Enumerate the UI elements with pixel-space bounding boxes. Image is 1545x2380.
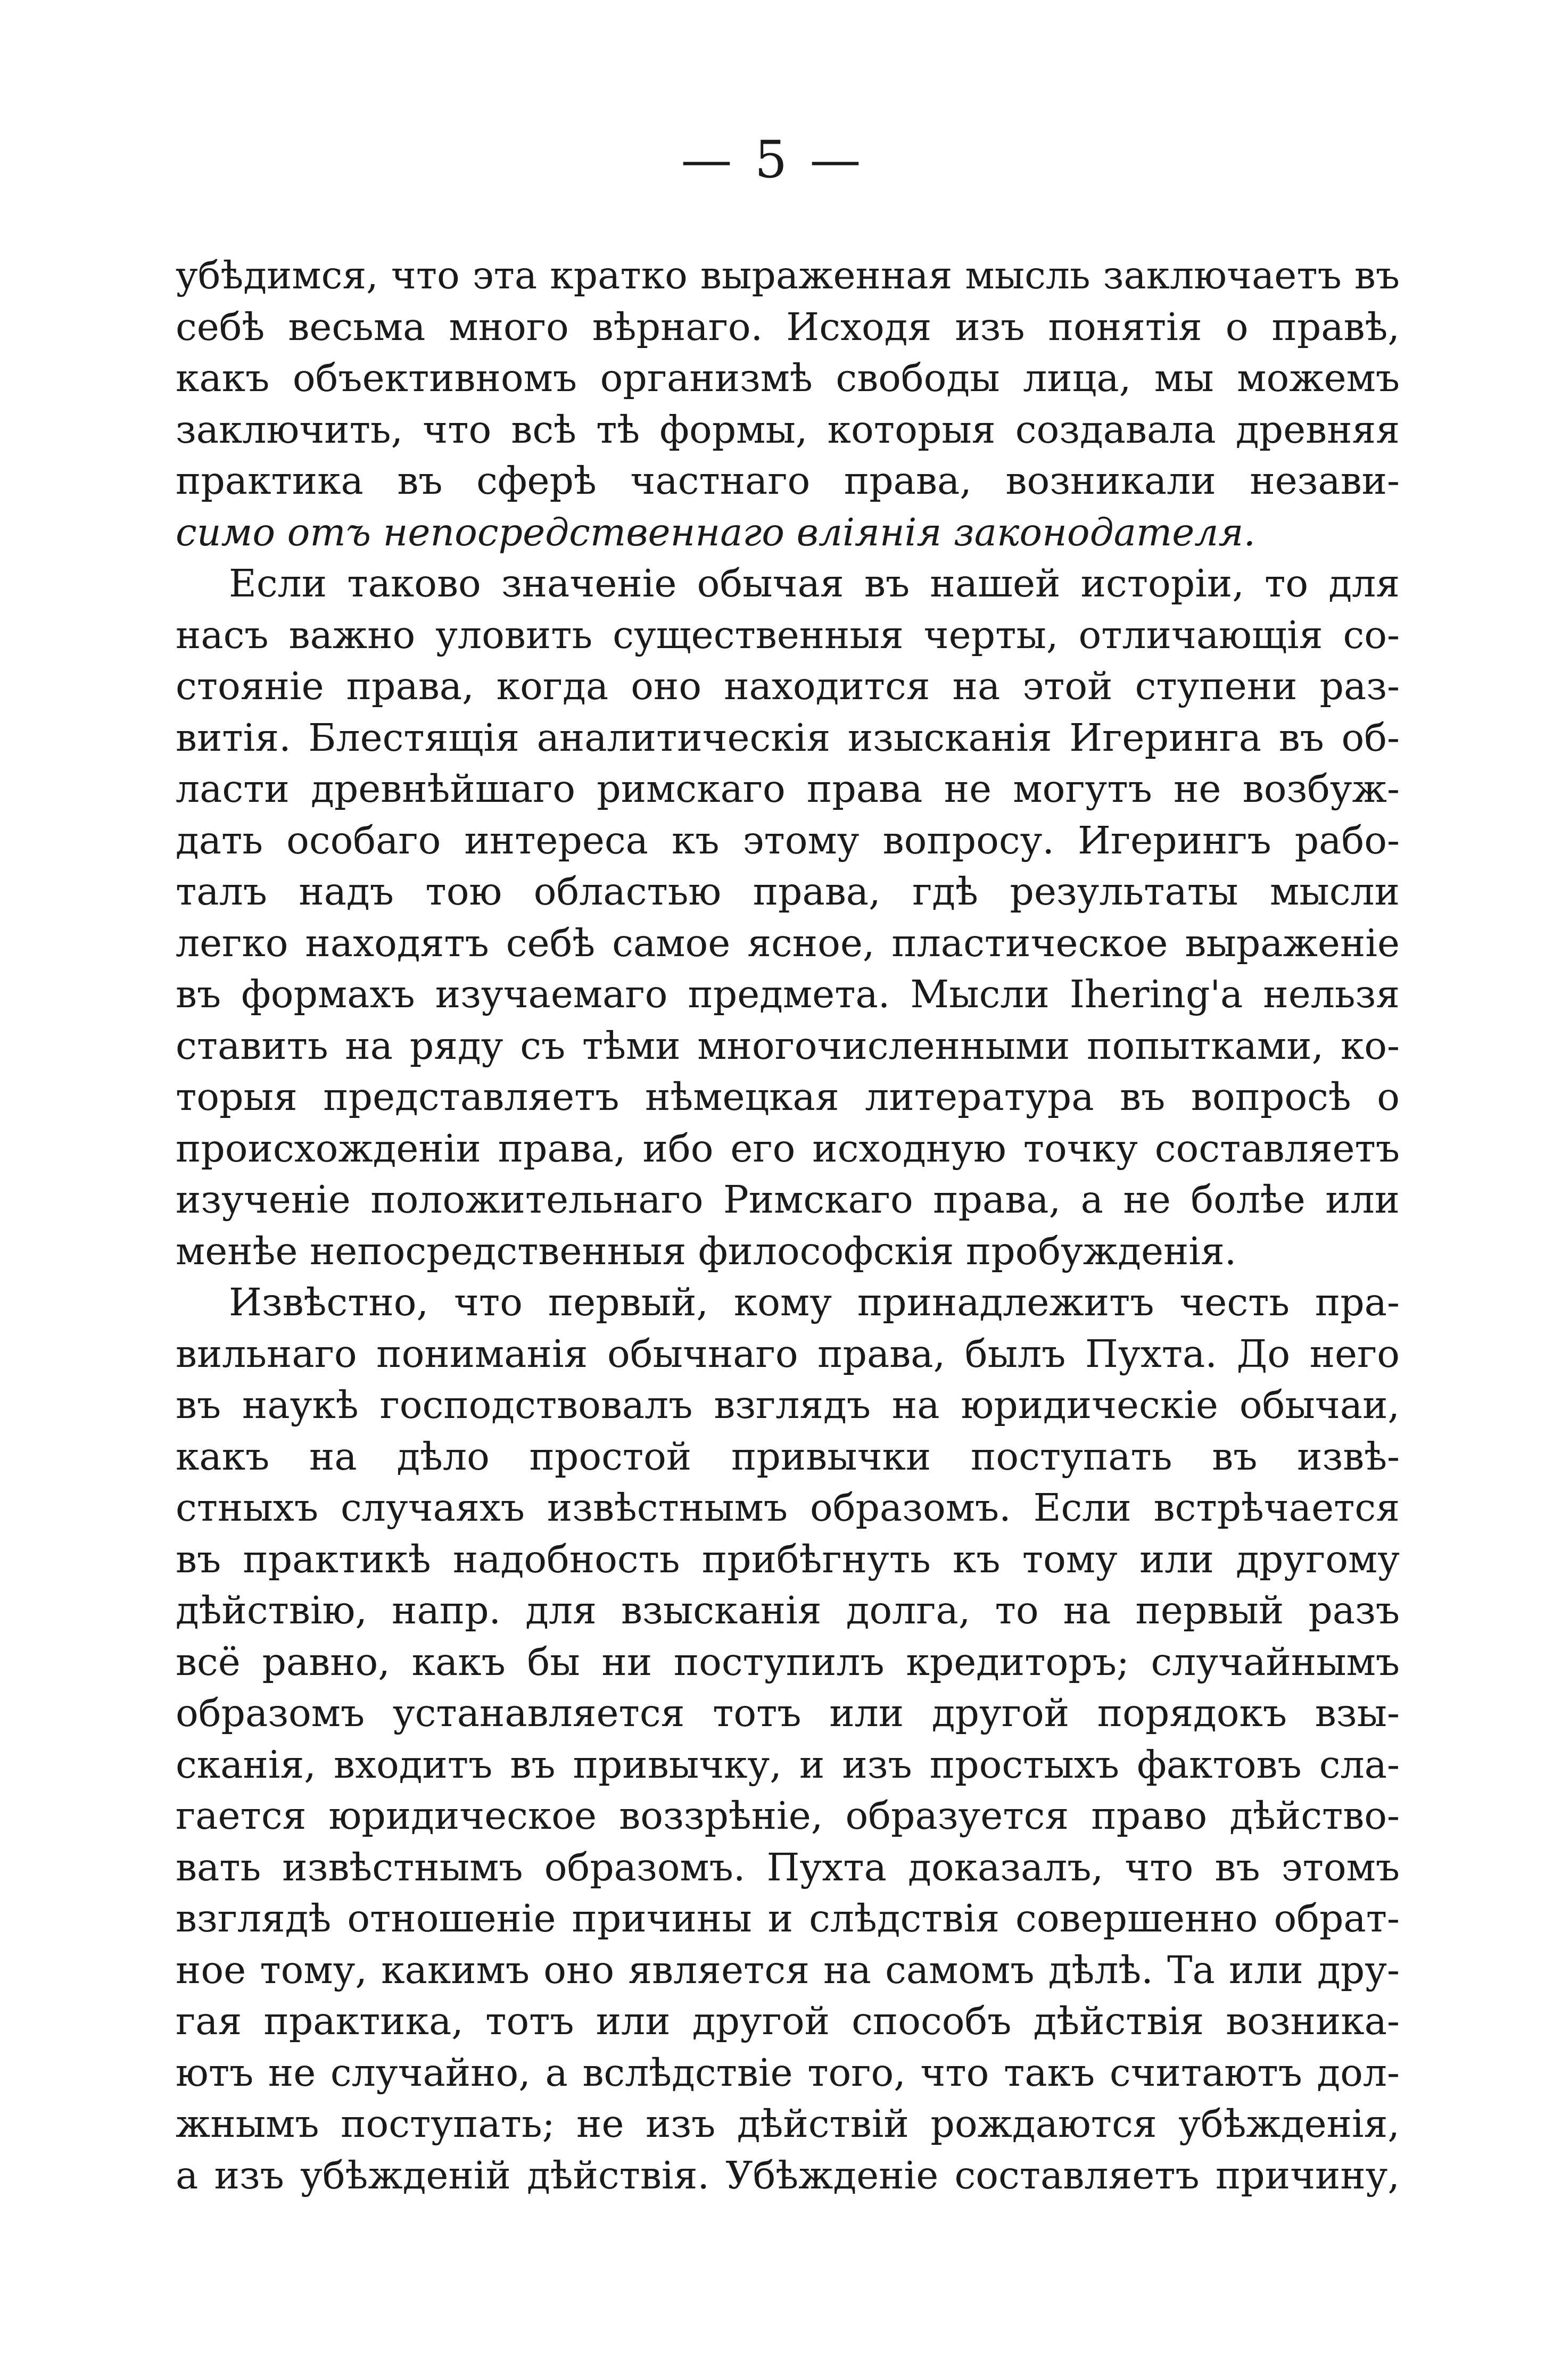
text-line: Если таково значеніе обычая въ нашей исторіи, то для bbox=[229, 561, 1400, 606]
text-line: всё равно, какъ бы ни поступилъ кредиторъ; случайнымъ bbox=[176, 1639, 1400, 1684]
text-line: заключить, что всѣ тѣ формы, которыя создавала древняя bbox=[176, 407, 1400, 452]
text-line: дѣйствію, напр. для взысканія долга, то на первый разъ bbox=[176, 1588, 1400, 1632]
text-line: ное тому, какимъ оно является на самомъ дѣлѣ. Та или дру- bbox=[176, 1947, 1400, 1992]
text-line: стояніе права, когда оно находится на этой ступени раз- bbox=[176, 664, 1400, 708]
text-line: ставить на ряду съ тѣми многочисленными попытками, ко- bbox=[176, 1023, 1400, 1068]
text-line: гается юридическое воззрѣніе, образуется право дѣйство- bbox=[176, 1794, 1400, 1838]
text-line: какъ объективномъ организмѣ свободы лица, мы можемъ bbox=[176, 356, 1400, 400]
text-line: симо отъ непосредственнаго вліянія законодателя. bbox=[176, 510, 1256, 554]
text-line: убѣдимся, что эта кратко выраженная мысль заключаетъ въ bbox=[176, 253, 1400, 297]
text-line: Извѣстно, что первый, кому принадлежитъ честь пра- bbox=[229, 1280, 1400, 1324]
body-text bbox=[176, 250, 1400, 2201]
paragraph bbox=[176, 250, 1400, 558]
text-line: талъ надъ тою областью права, гдѣ результаты мысли bbox=[176, 869, 1400, 914]
text-line: какъ на дѣло простой привычки поступать въ извѣ- bbox=[176, 1434, 1400, 1479]
text-line: въ формахъ изучаемаго предмета. Мысли Ihering'а нельзя bbox=[176, 972, 1400, 1016]
text-line: въ наукѣ господствовалъ взглядъ на юридическіе обычаи, bbox=[176, 1383, 1400, 1427]
text-line: стныхъ случаяхъ извѣстнымъ образомъ. Если встрѣчается bbox=[176, 1486, 1400, 1530]
text-line: происхожденіи права, ибо его исходную точку составляетъ bbox=[176, 1126, 1400, 1171]
page-number: — 5 — bbox=[681, 130, 864, 189]
text-line: витія. Блестящія аналитическія изысканія Игеринга въ об- bbox=[176, 715, 1400, 760]
text-line: себѣ весьма много вѣрнаго. Исходя изъ понятія о правѣ, bbox=[176, 304, 1400, 349]
text-line: практика въ сферѣ частнаго права, возникали незави- bbox=[176, 459, 1400, 503]
text-line: торыя представляетъ нѣмецкая литература въ вопросѣ о bbox=[176, 1075, 1400, 1119]
paragraph bbox=[176, 1277, 1400, 2201]
text-line: ютъ не случайно, а вслѣдствіе того, что такъ считаютъ дол- bbox=[176, 2050, 1400, 2095]
text-line: образомъ устанавляется тотъ или другой порядокъ взы- bbox=[176, 1691, 1400, 1735]
text-line: менѣе непосредственныя философскія пробужденія. bbox=[176, 1229, 1237, 1273]
text-line: насъ важно уловить существенныя черты, отличающія со- bbox=[176, 612, 1400, 657]
text-line: а изъ убѣжденій дѣйствія. Убѣжденіе составляетъ причину, bbox=[176, 2153, 1400, 2197]
text-line: гая практика, тотъ или другой способъ дѣйствія возника- bbox=[176, 1999, 1400, 2043]
text-line: вильнаго пониманія обычнаго права, былъ Пухта. До него bbox=[176, 1331, 1400, 1376]
text-line: дать особаго интереса къ этому вопросу. Игерингъ рабо- bbox=[176, 818, 1400, 863]
text-line: вать извѣстнымъ образомъ. Пухта доказалъ, что въ этомъ bbox=[176, 1845, 1400, 1889]
text-line: ласти древнѣйшаго римскаго права не могутъ не возбуж- bbox=[176, 767, 1400, 811]
text-line: легко находятъ себѣ самое ясное, пластическое выраженіе bbox=[176, 921, 1400, 965]
text-line: изученіе положительнаго Римскаго права, а не болѣе или bbox=[176, 1177, 1400, 1222]
text-line: жнымъ поступать; не изъ дѣйствій рождаются убѣжденія, bbox=[176, 2102, 1400, 2146]
text-line: въ практикѣ надобность прибѣгнуть къ тому или другому bbox=[176, 1537, 1400, 1581]
paragraph bbox=[176, 558, 1400, 1277]
text-line: взглядѣ отношеніе причины и слѣдствія совершенно обрат- bbox=[176, 1896, 1400, 1941]
text-line: сканія, входитъ въ привычку, и изъ простыхъ фактовъ сла- bbox=[176, 1742, 1400, 1787]
